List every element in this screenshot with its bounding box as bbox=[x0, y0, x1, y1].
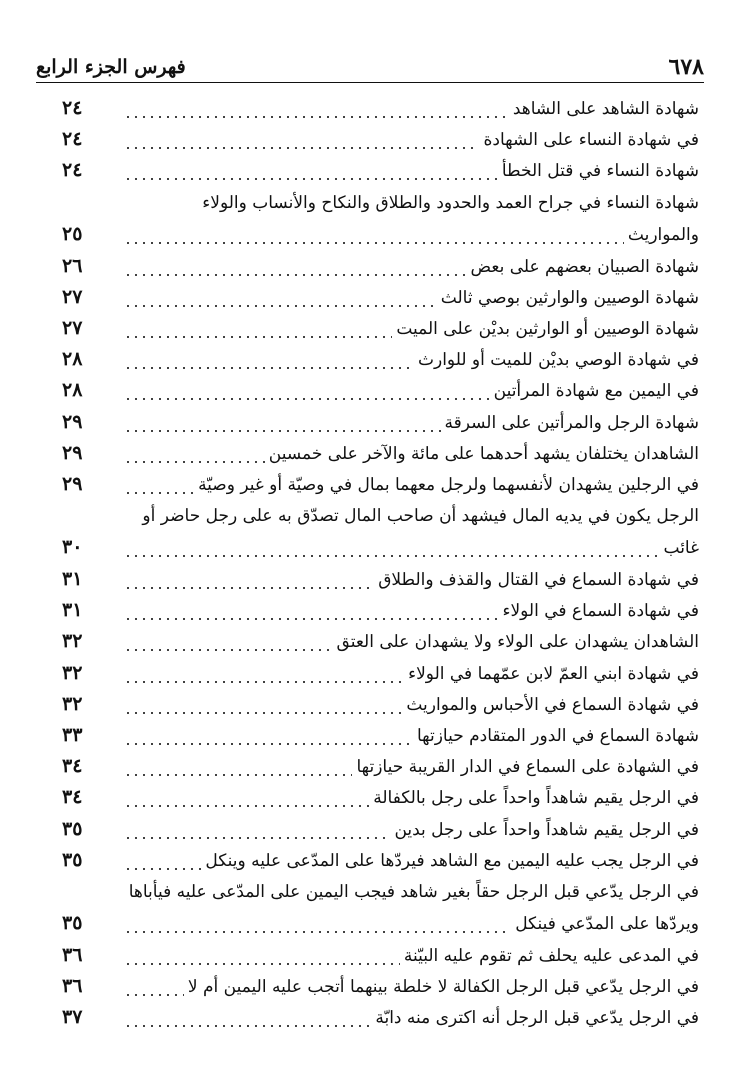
dot-leader bbox=[124, 336, 392, 338]
entry-title: شهادة السماع في الدور المتقادم حيازتها bbox=[416, 726, 699, 746]
running-title: فهرس الجزء الرابع bbox=[36, 56, 186, 78]
dot-leader bbox=[124, 994, 184, 996]
entry-title: الرجل يكون في يديه المال فيشهد أن صاحب المال تصدّق به على رجل حاضر أو bbox=[142, 506, 699, 527]
entry-title: في الشهادة على السماع في الدار القريبة حيازتها bbox=[356, 757, 699, 778]
entry-title: شهادة الوصيين والوارثين بوصي ثالث bbox=[440, 287, 699, 308]
entry-line bbox=[120, 538, 699, 564]
dot-leader bbox=[124, 837, 390, 839]
entry-line bbox=[36, 193, 699, 219]
entry-page-number: ٢٦ bbox=[62, 254, 83, 277]
index-entry bbox=[62, 973, 699, 1004]
entry-page-number: ٢٨ bbox=[62, 348, 83, 371]
index-entry bbox=[62, 502, 699, 566]
entry-line bbox=[120, 444, 699, 470]
entry-title: في الرجل يدّعي قبل الرجل حقاً بغير شاهد فيجب اليمين على المدّعى عليه فيأباها bbox=[128, 881, 699, 902]
dot-leader bbox=[124, 555, 660, 557]
entry-line bbox=[120, 664, 699, 690]
dot-leader bbox=[124, 931, 511, 933]
entry-line bbox=[120, 99, 699, 125]
entry-title: شهادة النساء في جراح العمد والحدود والطلاق والنكاح والأنساب والولاء bbox=[202, 192, 699, 213]
dot-leader bbox=[124, 712, 402, 714]
entry-line bbox=[120, 413, 699, 439]
entry-page-number: ٢٧ bbox=[62, 316, 83, 339]
dot-leader bbox=[124, 743, 413, 745]
entry-line bbox=[120, 726, 699, 752]
dot-leader bbox=[124, 430, 441, 432]
dot-leader bbox=[124, 367, 414, 369]
index-entry bbox=[62, 753, 699, 784]
entry-line bbox=[120, 257, 699, 283]
dot-leader bbox=[124, 398, 490, 400]
index-entry bbox=[62, 691, 699, 722]
entry-page-number: ٢٩ bbox=[62, 441, 83, 464]
dot-leader bbox=[124, 618, 498, 620]
entry-line bbox=[120, 977, 699, 1003]
index-entry bbox=[62, 284, 699, 315]
entry-title: غائب bbox=[663, 538, 699, 559]
entry-title: شهادة الصبيان بعضهم على بعض bbox=[470, 256, 699, 277]
entry-page-number: ٣٣ bbox=[62, 724, 83, 746]
index-entry bbox=[62, 95, 699, 126]
entry-line bbox=[120, 350, 699, 376]
entry-page-number: ٣٦ bbox=[62, 943, 83, 966]
entry-title: في شهادة ابني العمّ لابن عمّهما في الولاء bbox=[408, 663, 699, 684]
dot-leader bbox=[124, 1025, 371, 1027]
entry-page-number: ٢٤ bbox=[62, 97, 83, 119]
entry-page-number: ٣٢ bbox=[62, 692, 83, 715]
entry-page-number: ٢٧ bbox=[62, 285, 83, 308]
entry-title: ويردّها على المدّعي فينكل bbox=[515, 913, 699, 934]
entry-line bbox=[120, 381, 699, 407]
entry-line bbox=[120, 946, 699, 972]
index-entry bbox=[62, 597, 699, 628]
entry-page-number: ٣٥ bbox=[62, 817, 83, 840]
dot-leader bbox=[124, 587, 374, 589]
entry-page-number: ٣٦ bbox=[62, 975, 83, 998]
entry-title: في شهادة الوصي بديْن للميت أو للوارث bbox=[418, 350, 699, 371]
entry-title: في الرجل يقيم شاهداً واحداً على رجل بدين bbox=[394, 819, 699, 840]
entry-line bbox=[120, 1008, 699, 1034]
entry-page-number: ٣١ bbox=[62, 568, 83, 591]
entry-title: شهادة الرجل والمرأتين على السرقة bbox=[444, 412, 699, 433]
entry-page-number: ٢٤ bbox=[62, 159, 83, 182]
entry-line bbox=[120, 225, 699, 251]
index-entry bbox=[62, 628, 699, 659]
entry-title: الشاهدان يختلفان يشهد أحدهما على مائة والآخر على خمسين bbox=[268, 443, 699, 464]
entry-page-number: ٢٩ bbox=[62, 472, 83, 495]
entry-line bbox=[120, 161, 699, 187]
entry-page-number: ٣٠ bbox=[62, 536, 83, 559]
entry-title: في المدعى عليه يحلف ثم تقوم عليه البيّنة bbox=[403, 945, 699, 966]
entry-page-number: ٢٥ bbox=[62, 222, 83, 245]
entry-title: والمواريث bbox=[627, 224, 699, 245]
dot-leader bbox=[124, 681, 404, 683]
entry-line bbox=[120, 601, 699, 627]
index-entry bbox=[62, 878, 699, 942]
entry-page-number: ٢٤ bbox=[62, 128, 83, 151]
entry-line bbox=[120, 570, 699, 596]
dot-leader bbox=[124, 242, 624, 244]
entry-line bbox=[120, 820, 699, 846]
index-entries bbox=[62, 95, 699, 1036]
entry-title: شهادة الشاهد على الشاهد bbox=[512, 99, 699, 119]
index-entry bbox=[62, 660, 699, 691]
entry-title: في الرجل يدّعي قبل الرجل الكفالة لا خلطة بينهما أتجب عليه اليمين أم لا bbox=[187, 977, 699, 998]
entry-title: في شهادة السماع في الأحباس والمواريث bbox=[406, 694, 699, 715]
entry-title: في شهادة النساء على الشهادة bbox=[483, 130, 699, 151]
entry-line bbox=[120, 757, 699, 783]
entry-page-number: ٣١ bbox=[62, 599, 83, 622]
index-entry bbox=[62, 816, 699, 847]
index-entry bbox=[62, 157, 699, 188]
entry-title: في الرجلين يشهدان لأنفسهما ولرجل معهما بمال في وصيّة أو غير وصيّة bbox=[198, 474, 699, 495]
entry-line bbox=[120, 851, 699, 877]
entry-title: في الرجل يدّعي قبل الرجل أنه اكترى منه دابّة bbox=[375, 1008, 699, 1029]
entry-line bbox=[36, 882, 699, 908]
entry-title: الشاهدان يشهدان على الولاء ولا يشهدان على العتق bbox=[336, 632, 699, 653]
entry-line bbox=[36, 506, 699, 532]
index-entry bbox=[62, 126, 699, 157]
index-entry bbox=[62, 440, 699, 471]
index-entry bbox=[62, 942, 699, 973]
index-entry bbox=[62, 847, 699, 878]
entry-line bbox=[120, 475, 699, 501]
entry-page-number: ٣٥ bbox=[62, 911, 83, 934]
dot-leader bbox=[124, 116, 509, 118]
entry-title: في الرجل يجب عليه اليمين مع الشاهد فيردّها على المدّعى عليه وينكل bbox=[205, 850, 699, 871]
page-header bbox=[36, 52, 704, 83]
index-entry bbox=[62, 377, 699, 408]
entry-line bbox=[120, 319, 699, 345]
index-entry bbox=[62, 722, 699, 753]
index-entry bbox=[62, 189, 699, 253]
page-number: ٦٧٨ bbox=[668, 54, 704, 80]
entry-page-number: ٢٩ bbox=[62, 410, 83, 433]
entry-line bbox=[120, 632, 699, 658]
entry-title: شهادة النساء في قتل الخطأ bbox=[501, 161, 699, 182]
dot-leader bbox=[124, 492, 194, 494]
dot-leader bbox=[124, 649, 333, 651]
dot-leader bbox=[124, 805, 369, 807]
entry-title: شهادة الوصيين أو الوارثين بديْن على الميت bbox=[396, 318, 699, 339]
index-entry bbox=[62, 471, 699, 502]
index-entry bbox=[62, 346, 699, 377]
dot-leader bbox=[124, 147, 479, 149]
dot-leader bbox=[124, 868, 201, 870]
index-entry bbox=[62, 253, 699, 284]
entry-title: في اليمين مع شهادة المرأتين bbox=[493, 381, 699, 402]
dot-leader bbox=[124, 774, 352, 776]
entry-line bbox=[120, 130, 699, 156]
entry-title: في شهادة السماع في القتال والقذف والطلاق bbox=[378, 570, 699, 591]
entry-page-number: ٣٥ bbox=[62, 848, 83, 871]
entry-line bbox=[120, 288, 699, 314]
index-entry bbox=[62, 566, 699, 597]
index-entry bbox=[62, 409, 699, 440]
entry-page-number: ٣٢ bbox=[62, 630, 83, 653]
dot-leader bbox=[124, 963, 400, 965]
index-entry bbox=[62, 784, 699, 815]
entry-page-number: ٣٤ bbox=[62, 755, 83, 778]
dot-leader bbox=[124, 305, 437, 307]
entry-line bbox=[120, 914, 699, 940]
dot-leader bbox=[124, 274, 467, 276]
entry-title: في شهادة السماع في الولاء bbox=[502, 601, 699, 622]
entry-line bbox=[120, 788, 699, 814]
entry-page-number: ٣٧ bbox=[62, 1006, 83, 1029]
index-entry bbox=[62, 315, 699, 346]
entry-line bbox=[120, 695, 699, 721]
entry-page-number: ٣٤ bbox=[62, 786, 83, 809]
entry-page-number: ٢٨ bbox=[62, 379, 83, 402]
dot-leader bbox=[124, 178, 498, 180]
index-entry bbox=[62, 1004, 699, 1035]
entry-page-number: ٣٢ bbox=[62, 661, 83, 684]
dot-leader bbox=[124, 461, 265, 463]
entry-title: في الرجل يقيم شاهداً واحداً على رجل بالكفالة bbox=[373, 788, 699, 809]
